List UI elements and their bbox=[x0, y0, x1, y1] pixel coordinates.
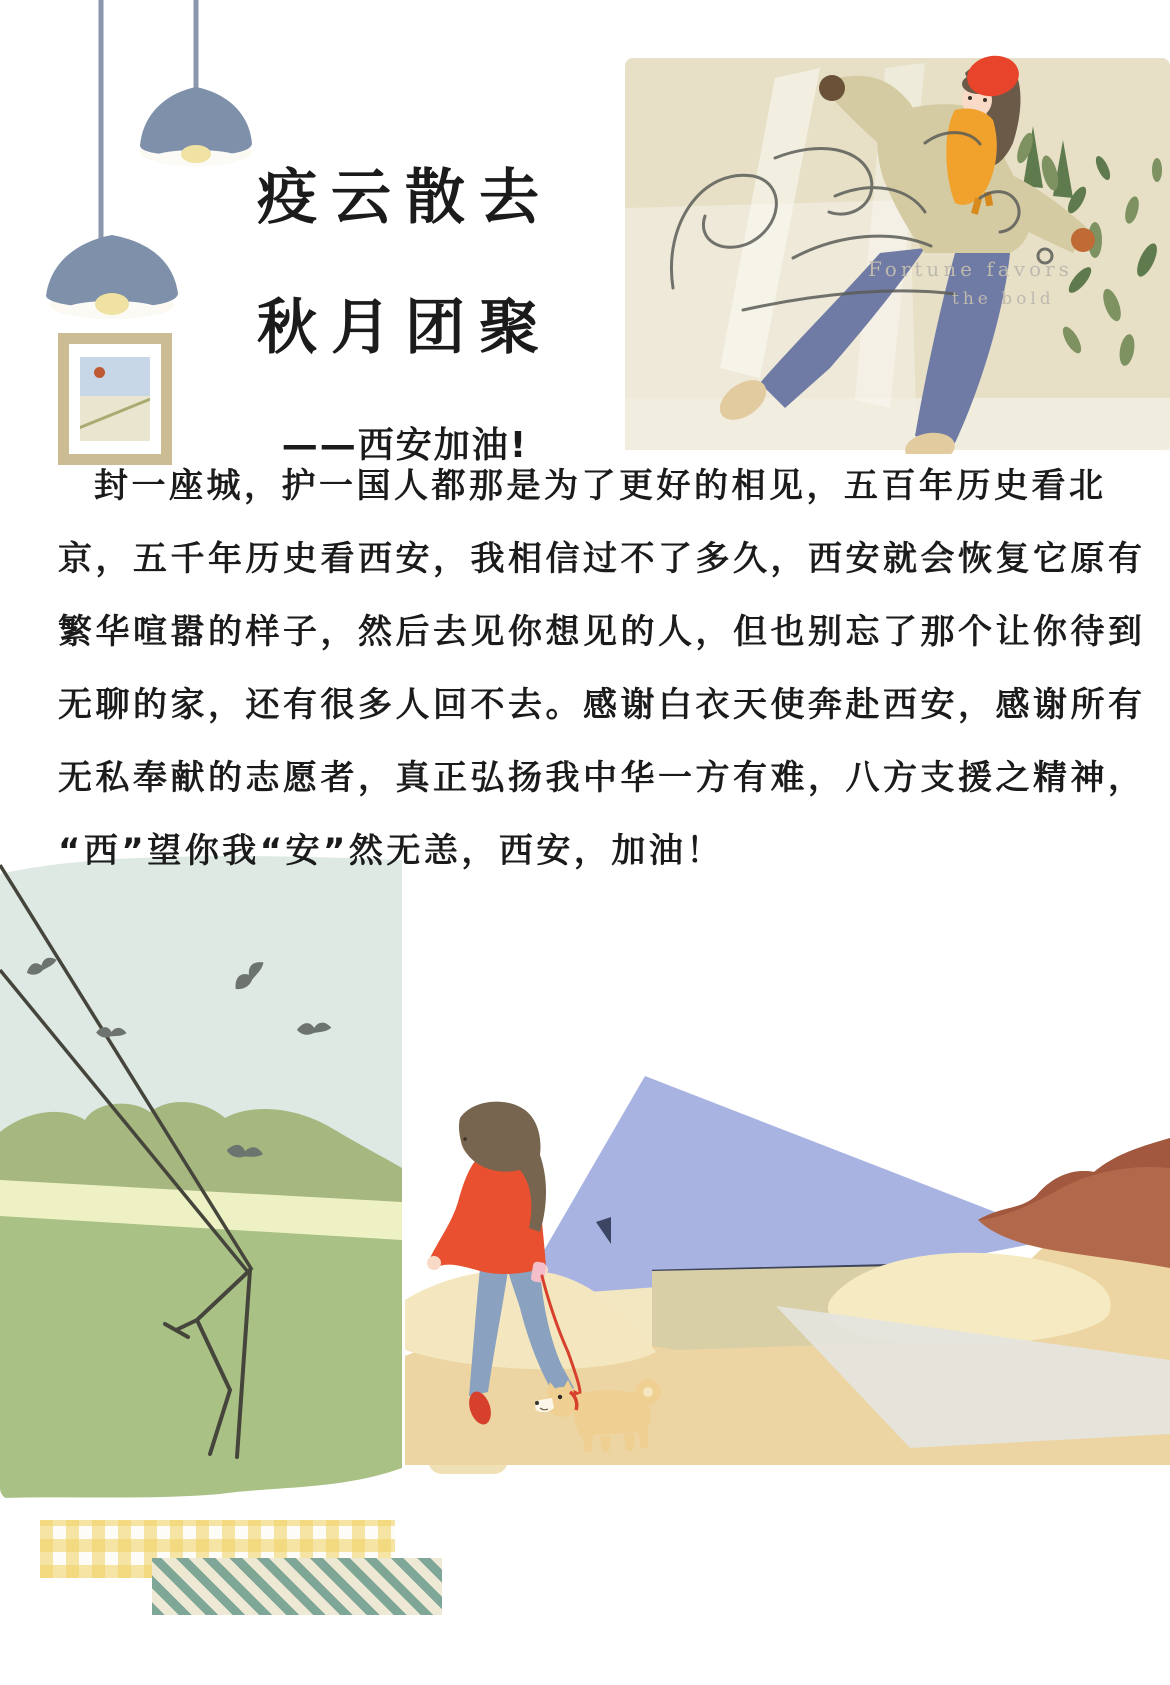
eye bbox=[463, 1137, 467, 1141]
body-line: 封一座城，护一国人都那是为了更好的相见，五百年历史看北 bbox=[94, 466, 1107, 506]
dog-nose bbox=[535, 1401, 539, 1405]
walk-scene-illustration bbox=[390, 1000, 1170, 1465]
title-line-1: 疫云散去 bbox=[257, 163, 553, 233]
lamp-bulb bbox=[95, 293, 129, 315]
framed-picture bbox=[58, 333, 172, 465]
title-subtitle: ——西安加油! bbox=[281, 425, 529, 466]
hand bbox=[427, 1256, 441, 1270]
body-line: 京，五千年历史看西安，我相信过不了多久，西安就会恢复它原有 bbox=[58, 539, 1146, 579]
eye bbox=[968, 96, 972, 100]
pendant-lamp bbox=[46, 235, 178, 319]
title-line-2: 秋月团聚 bbox=[257, 293, 553, 363]
body-line: 无私奉献的志愿者，真正弘扬我中华一方有难，八方支援之精神， bbox=[58, 758, 1146, 798]
eye bbox=[983, 98, 987, 102]
dog-tail-curl bbox=[643, 1387, 653, 1397]
picture-sky bbox=[80, 357, 150, 396]
page-title bbox=[205, 163, 605, 466]
hero-caption-line-2: the bold bbox=[952, 289, 1055, 309]
picture-sun bbox=[94, 367, 105, 378]
body-paragraph bbox=[58, 450, 1146, 888]
pendant-lamp bbox=[140, 87, 252, 166]
lamp-bulb bbox=[181, 145, 211, 163]
leaf bbox=[1152, 158, 1162, 182]
countryside-illustration bbox=[0, 850, 402, 1500]
picture-art bbox=[80, 357, 150, 441]
picture-rail bbox=[80, 392, 150, 429]
grass-field bbox=[0, 1216, 402, 1498]
body-line: “西”望你我“安”然无恙，西安，加油！ bbox=[58, 831, 724, 871]
mitten bbox=[819, 75, 845, 101]
mitten bbox=[1071, 228, 1095, 252]
washi-tape-teal bbox=[152, 1558, 442, 1615]
body-line: 无聊的家，还有很多人回不去。感谢白衣天使奔赴西安，感谢所有 bbox=[58, 685, 1146, 725]
body-line: 繁华喧嚣的样子，然后去见你想见的人，但也别忘了那个让你待到 bbox=[58, 612, 1146, 652]
hero-caption-line-1: Fortune favors bbox=[868, 257, 1073, 281]
hero-background-strip bbox=[625, 398, 1170, 450]
hero-illustration bbox=[625, 48, 1170, 454]
dog-body bbox=[573, 1390, 650, 1436]
dog-eye bbox=[558, 1395, 562, 1399]
